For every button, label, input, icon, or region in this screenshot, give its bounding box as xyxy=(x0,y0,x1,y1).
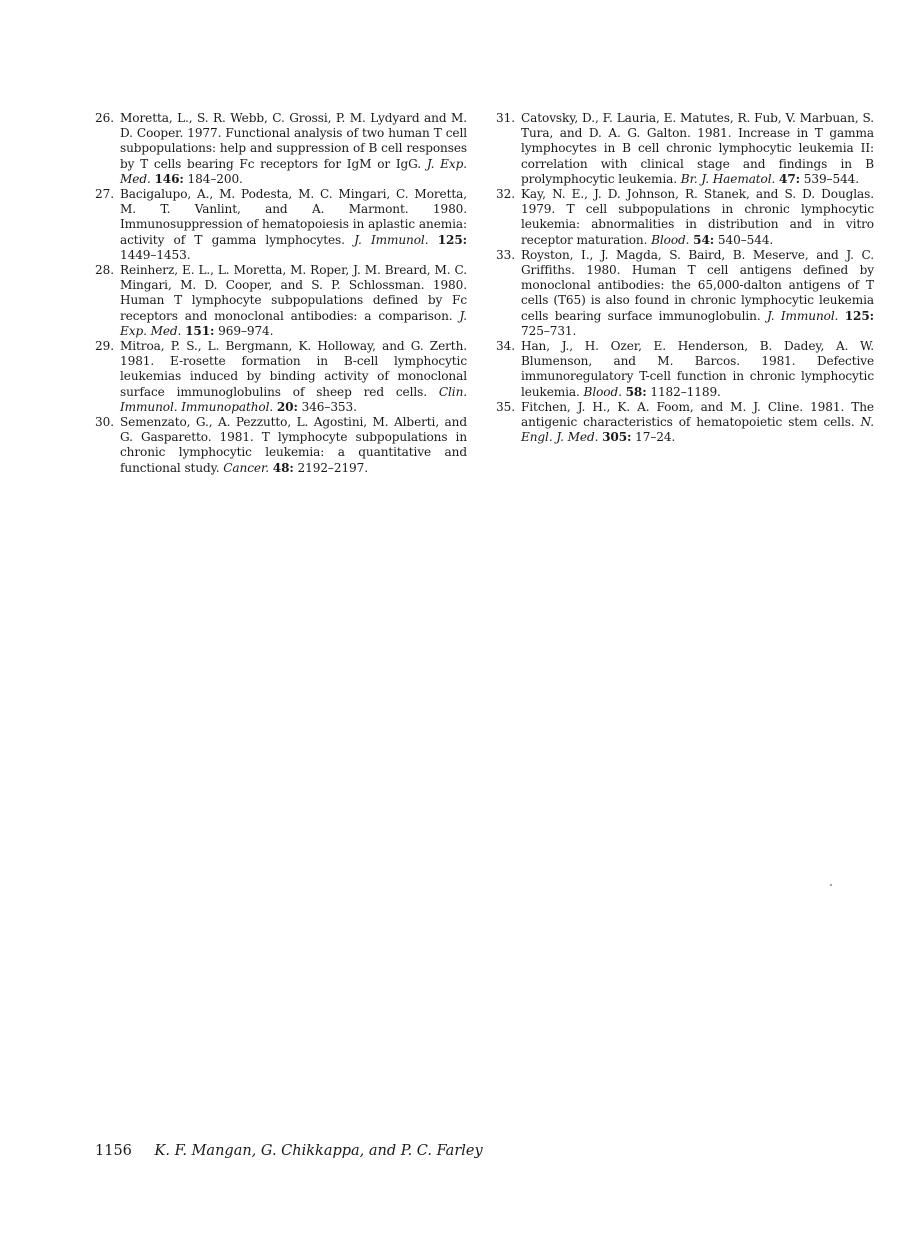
reference-pages: 184–200. xyxy=(187,171,243,186)
reference-pages: 969–974. xyxy=(218,323,274,338)
page-number: 1156 xyxy=(95,1143,132,1159)
reference-pages: 539–544. xyxy=(803,171,860,186)
reference-pages: 17–24. xyxy=(635,430,676,445)
reference-authors: Mitroa, P. S., L. Bergmann, K. Holloway, and G. Zerth. 1981. xyxy=(120,339,467,369)
reference-number: 28. xyxy=(95,263,114,278)
reference-journal: Br. J. Haematol. xyxy=(680,171,776,186)
reference-journal: Clin. Immunol. Immunopathol. xyxy=(120,384,467,414)
reference-number: 26. xyxy=(95,111,114,125)
reference-number: 33. xyxy=(496,247,515,262)
reference-title: Increase in T gamma lymphocytes in B cell chronic lymphocytic leukemia II: correlation with clinical stage and findings in B prolymphocytic leukemia. xyxy=(521,126,874,186)
reference-number: 35. xyxy=(496,399,515,414)
reference-authors: Royston, I., J. Magda, S. Baird, B. Meserve, and J. C. Griffiths. 1980. xyxy=(521,247,874,278)
scan-speck xyxy=(830,884,832,886)
reference-title: Human T cell antigens defined by monoclonal antibodies: the 65,000-dalton antigens of T cells (T65) is also found in chronic lymphocytic leukemia cells bearing surface immunoglobulin. xyxy=(521,263,874,323)
reference-journal: J. Exp. Med. xyxy=(120,308,467,338)
reference-entry xyxy=(95,415,467,476)
reference-number: 29. xyxy=(95,339,114,354)
reference-pages: 2192–2197. xyxy=(297,460,368,475)
reference-authors: Reinherz, E. L., L. Moretta, M. Roper, J. M. Breard, M. C. Mingari, M. D. Cooper, and S. P. Schlossman. 1980. xyxy=(120,263,467,293)
reference-entry xyxy=(496,248,874,339)
reference-authors: Han, J., H. Ozer, E. Henderson, B. Dadey, A. W. Blumenson, and M. Barcos. 1981. xyxy=(521,339,874,369)
reference-title: E-rosette formation in B-cell lymphocytic leukemias induced by binding activity of monoclonal surface immunoglobulins of sheep red cells. xyxy=(120,354,467,399)
reference-number: 27. xyxy=(95,187,114,202)
running-authors: K. F. Mangan, G. Chikkappa, and P. C. Farley xyxy=(154,1143,483,1159)
reference-journal: Blood. xyxy=(651,232,690,247)
reference-number: 32. xyxy=(496,187,515,202)
reference-journal: J. Immunol. xyxy=(354,232,429,247)
reference-journal: Blood. xyxy=(583,384,622,399)
reference-volume: 20: xyxy=(276,399,298,414)
reference-entry xyxy=(496,111,874,187)
reference-title: Human T lymphocyte subpopulations defined by Fc receptors and monoclonal antibodies: a comparison. xyxy=(120,293,467,323)
reference-authors: Kay, N. E., J. D. Johnson, R. Stanek, and S. D. Douglas. 1979. xyxy=(521,187,874,217)
reference-journal: J. Immunol. xyxy=(766,308,839,323)
reference-authors: Fitchen, J. H., K. A. Foom, and M. J. Cline. 1981. xyxy=(521,399,845,414)
reference-volume: 54: xyxy=(693,232,715,247)
reference-volume: 58: xyxy=(625,384,647,399)
reference-number: 30. xyxy=(95,415,114,430)
reference-pages: 540–544. xyxy=(717,232,774,247)
reference-column-right xyxy=(496,111,874,445)
reference-pages: 1449–1453. xyxy=(120,247,191,262)
reference-volume: 125: xyxy=(437,232,468,247)
reference-number: 34. xyxy=(496,339,515,354)
reference-entry xyxy=(95,263,467,339)
reference-title: T cell subpopulations in chronic lymphocytic leukemia: abnormalities in distribution and in vitro receptor maturation. xyxy=(521,202,874,247)
reference-volume: 305: xyxy=(602,430,632,445)
reference-entry xyxy=(95,187,467,263)
reference-entry xyxy=(496,339,874,400)
reference-entry xyxy=(95,111,467,187)
reference-pages: 346–353. xyxy=(301,399,357,414)
reference-authors: Catovsky, D., F. Lauria, E. Matutes, R. Fub, V. Marbuan, S. Tura, and D. A. G. Galton. 1981. xyxy=(521,111,874,141)
reference-journal: J. Exp. Med. xyxy=(120,156,467,186)
reference-title: T lymphocyte subpopulations in chronic lymphocytic leukemia: a quantitative and functional study. xyxy=(120,430,468,475)
reference-entry xyxy=(95,339,467,415)
reference-column-left xyxy=(95,111,467,476)
reference-volume: 146: xyxy=(154,171,184,186)
reference-journal: N. Engl. J. Med. xyxy=(521,415,874,445)
page-footer xyxy=(95,1143,483,1159)
reference-pages: 1182–1189. xyxy=(650,384,721,399)
reference-entry xyxy=(496,400,874,446)
reference-authors: Semenzato, G., A. Pezzutto, L. Agostini, M. Alberti, and G. Gasparetto. 1981. xyxy=(120,415,467,445)
reference-title: The antigenic characteristics of hematopoietic stem cells. xyxy=(521,399,874,430)
reference-title: Defective immunoregulatory T-cell function in chronic lymphocytic leukemia. xyxy=(521,354,875,399)
reference-authors: Moretta, L., S. R. Webb, C. Grossi, P. M. Lydyard and M. D. Cooper. 1977. xyxy=(120,111,467,141)
reference-volume: 151: xyxy=(185,323,215,338)
reference-journal: Cancer. xyxy=(223,460,270,475)
reference-volume: 48: xyxy=(272,460,294,475)
reference-number: 31. xyxy=(496,111,515,125)
reference-title: Immunosuppression of hematopoiesis in aplastic anemia: activity of T gamma lymphocytes. xyxy=(120,217,467,247)
reference-volume: 47: xyxy=(779,171,801,186)
reference-authors: Bacigalupo, A., M. Podesta, M. C. Mingari, C. Moretta, M. T. Vanlint, and A. Marmont. 1980. xyxy=(120,187,467,217)
reference-title: Functional analysis of two human T cell subpopulations: help and suppression of B cell responses by T cells bearing Fc receptors for IgM or IgG. xyxy=(120,126,467,171)
reference-entry xyxy=(496,187,874,248)
reference-volume: 125: xyxy=(844,308,874,323)
reference-pages: 725–731. xyxy=(521,323,577,338)
